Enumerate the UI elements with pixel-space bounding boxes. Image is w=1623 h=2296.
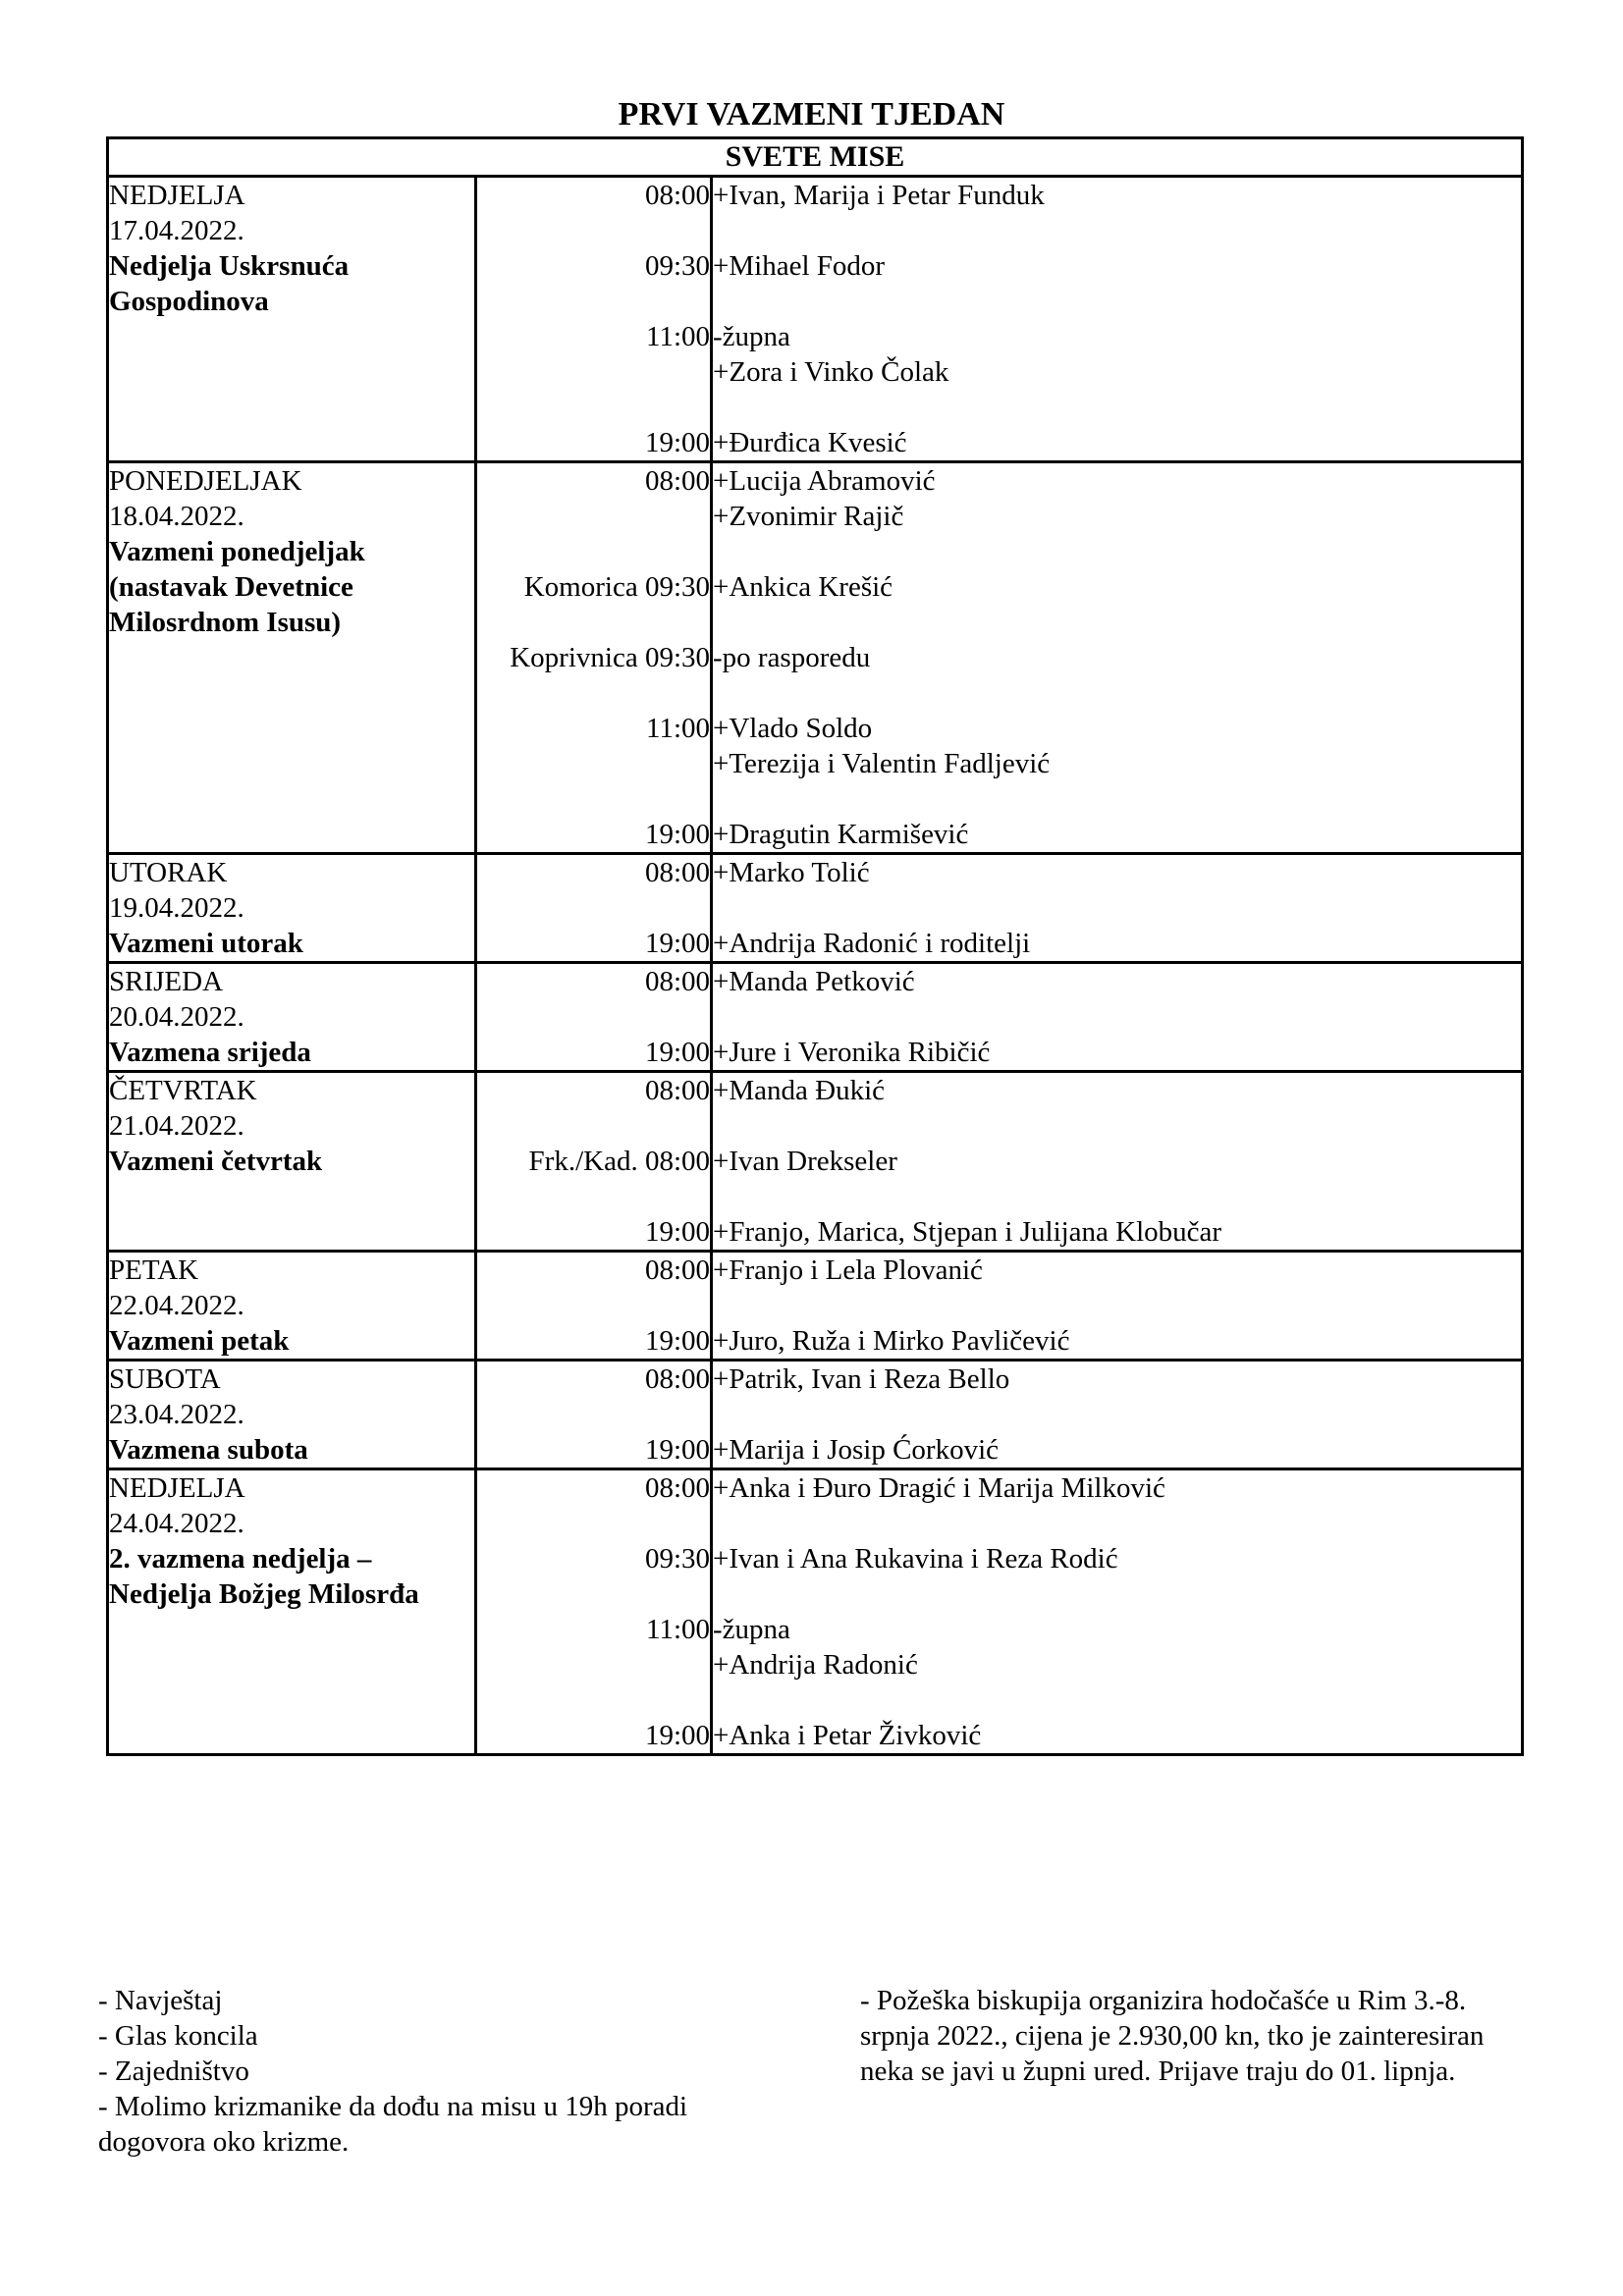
day-cell: [108, 854, 476, 963]
spacer-line: [477, 605, 710, 640]
feast-name: Vazmeni utorak: [109, 928, 303, 959]
spacer-line: [477, 1397, 710, 1432]
footer-line: - Zajedništvo: [98, 2056, 249, 2087]
intentions-cell: [712, 1361, 1523, 1469]
spacer-line: [713, 605, 1521, 640]
table-header: SVETE MISE: [108, 138, 1523, 177]
mass-intention: -po rasporedu: [713, 642, 871, 673]
mass-time: 19:00: [644, 819, 710, 850]
mass-intention: +Đurđica Kvesić: [713, 427, 907, 458]
mass-intention: +Ivan i Ana Rukavina i Reza Rodić: [713, 1543, 1118, 1575]
day-cell: [108, 1361, 476, 1469]
spacer-line: [477, 746, 710, 781]
mass-time: 08:00: [644, 180, 710, 211]
day-cell: [108, 963, 476, 1072]
intentions-cell: [712, 462, 1523, 854]
mass-intention: -župna: [713, 1614, 790, 1645]
feast-name: Vazmeni petak: [109, 1325, 290, 1357]
schedule-row: [108, 177, 1523, 462]
day-label: 23.04.2022.: [109, 1399, 244, 1430]
mass-intention: +Franjo, Marica, Stjepan i Julijana Klobučar: [713, 1216, 1222, 1248]
day-label: 22.04.2022.: [109, 1290, 244, 1321]
spacer-line: [713, 1288, 1521, 1323]
mass-time: 08:00: [644, 1472, 710, 1504]
mass-time: Komorica 09:30: [523, 571, 710, 603]
day-label: PETAK: [109, 1255, 199, 1286]
mass-time: 08:00: [644, 857, 710, 888]
footer-line: - Požeška biskupija organizira hodočašće u Rim 3.-8.: [860, 1985, 1467, 2016]
time-cell: [476, 1072, 712, 1252]
spacer-line: [713, 1682, 1521, 1718]
announcements-left: [98, 1983, 785, 2160]
mass-time: 11:00: [646, 321, 710, 352]
feast-name: Nedjelja Božjeg Milosrđa: [109, 1578, 419, 1610]
footer-line: - Glas koncila: [98, 2020, 258, 2052]
time-cell: [476, 854, 712, 963]
schedule-row: [108, 1072, 1523, 1252]
intentions-cell: [712, 963, 1523, 1072]
mass-intention: +Anka i Petar Živković: [713, 1720, 982, 1751]
spacer-line: [713, 890, 1521, 926]
mass-time: 08:00: [644, 1075, 710, 1106]
feast-name: Vazmena subota: [109, 1434, 308, 1466]
day-label: ČETVRTAK: [109, 1075, 257, 1106]
spacer-line: [713, 1108, 1521, 1144]
feast-name: (nastavak Devetnice: [109, 571, 353, 603]
footer-line: - Molimo krizmanike da dođu na misu u 19h poradi: [98, 2091, 688, 2122]
day-label: PONEDJELJAK: [109, 465, 302, 497]
footer-line: dogovora oko krizme.: [98, 2126, 350, 2158]
day-cell: [108, 462, 476, 854]
spacer-line: [477, 1288, 710, 1323]
mass-intention: +Terezija i Valentin Fadljević: [713, 748, 1051, 779]
spacer-line: [477, 499, 710, 534]
day-label: 20.04.2022.: [109, 1001, 244, 1033]
mass-intention: +Dragutin Karmišević: [713, 819, 969, 850]
mass-intention: +Andrija Radonić: [713, 1649, 918, 1681]
day-label: UTORAK: [109, 857, 228, 888]
spacer-line: [713, 213, 1521, 248]
day-cell: [108, 1469, 476, 1755]
spacer-line: [713, 1506, 1521, 1541]
day-cell: [108, 1072, 476, 1252]
mass-intention: +Juro, Ruža i Mirko Pavličević: [713, 1325, 1070, 1357]
spacer-line: [477, 1506, 710, 1541]
spacer-line: [477, 1576, 710, 1612]
intentions-cell: [712, 177, 1523, 462]
mass-intention: +Zvonimir Rajič: [713, 501, 904, 532]
mass-intention: +Ivan Drekseler: [713, 1146, 897, 1177]
announcements-right: [860, 1983, 1528, 2089]
day-label: NEDJELJA: [109, 180, 245, 211]
spacer-line: [713, 390, 1521, 425]
page-title: PRVI VAZMENI TJEDAN: [618, 96, 1005, 133]
time-cell: [476, 1469, 712, 1755]
feast-name: Milosrdnom Isusu): [109, 607, 342, 638]
intentions-cell: [712, 854, 1523, 963]
spacer-line: [477, 284, 710, 319]
mass-intention: +Manda Đukić: [713, 1075, 886, 1106]
spacer-line: [477, 1179, 710, 1214]
day-cell: [108, 1252, 476, 1361]
spacer-line: [713, 1576, 1521, 1612]
mass-time: 08:00: [644, 1363, 710, 1395]
day-label: SUBOTA: [109, 1363, 221, 1395]
mass-time: Frk./Kad. 08:00: [528, 1146, 710, 1177]
mass-time: 08:00: [644, 966, 710, 997]
mass-intention: +Marija i Josip Ćorković: [713, 1434, 1000, 1466]
mass-intention: +Jure i Veronika Ribičić: [713, 1037, 991, 1068]
mass-time: 08:00: [644, 1255, 710, 1286]
footer-line: srpnja 2022., cijena je 2.930,00 kn, tko je zainteresiran: [860, 2020, 1485, 2052]
schedule-row: [108, 854, 1523, 963]
schedule-row: [108, 963, 1523, 1072]
spacer-line: [477, 675, 710, 711]
mass-schedule-table: [106, 136, 1524, 1756]
mass-time: 19:00: [644, 1434, 710, 1466]
feast-name: Vazmeni ponedjeljak: [109, 536, 365, 567]
spacer-line: [713, 1179, 1521, 1214]
mass-intention: +Marko Tolić: [713, 857, 870, 888]
day-cell: [108, 177, 476, 462]
intentions-cell: [712, 1469, 1523, 1755]
mass-intention: +Ivan, Marija i Petar Funduk: [713, 180, 1045, 211]
mass-time: 19:00: [644, 1325, 710, 1357]
intentions-cell: [712, 1252, 1523, 1361]
mass-time: 19:00: [644, 427, 710, 458]
mass-time: 11:00: [646, 1614, 710, 1645]
mass-time: 09:30: [644, 1543, 710, 1575]
day-label: 18.04.2022.: [109, 501, 244, 532]
day-label: SRIJEDA: [109, 966, 224, 997]
spacer-line: [477, 534, 710, 569]
time-cell: [476, 963, 712, 1072]
footer-line: neka se javi u župni ured. Prijave traju do 01. lipnja.: [860, 2056, 1456, 2087]
mass-intention: +Anka i Đuro Dragić i Marija Milković: [713, 1472, 1165, 1504]
spacer-line: [477, 1682, 710, 1718]
spacer-line: [713, 1397, 1521, 1432]
day-label: 21.04.2022.: [109, 1110, 244, 1142]
mass-time: 09:30: [644, 250, 710, 282]
time-cell: [476, 1361, 712, 1469]
day-label: 17.04.2022.: [109, 215, 244, 246]
mass-intention: +Manda Petković: [713, 966, 915, 997]
spacer-line: [477, 390, 710, 425]
feast-name: Vazmeni četvrtak: [109, 1146, 323, 1177]
mass-time: 19:00: [644, 1720, 710, 1751]
mass-time: 19:00: [644, 1216, 710, 1248]
mass-time: 19:00: [644, 1037, 710, 1068]
mass-time: 11:00: [646, 713, 710, 744]
day-label: NEDJELJA: [109, 1472, 245, 1504]
mass-intention: -župna: [713, 321, 790, 352]
spacer-line: [477, 354, 710, 390]
day-label: 19.04.2022.: [109, 892, 244, 924]
feast-name: 2. vazmena nedjelja –: [109, 1543, 372, 1575]
mass-intention: +Mihael Fodor: [713, 250, 886, 282]
mass-intention: +Andrija Radonić i roditelji: [713, 928, 1031, 959]
spacer-line: [713, 781, 1521, 817]
schedule-row: [108, 1252, 1523, 1361]
mass-intention: +Lucija Abramović: [713, 465, 936, 497]
mass-intention: +Zora i Vinko Čolak: [713, 356, 949, 388]
day-label: 24.04.2022.: [109, 1508, 244, 1539]
schedule-row: [108, 462, 1523, 854]
mass-intention: +Franjo i Lela Plovanić: [713, 1255, 983, 1286]
mass-intention: +Ankica Krešić: [713, 571, 893, 603]
feast-name: Nedjelja Uskrsnuća: [109, 250, 350, 282]
mass-intention: +Patrik, Ivan i Reza Bello: [713, 1363, 1010, 1395]
spacer-line: [477, 213, 710, 248]
spacer-line: [713, 999, 1521, 1035]
mass-time: Koprivnica 09:30: [510, 642, 710, 673]
spacer-line: [477, 999, 710, 1035]
spacer-line: [477, 781, 710, 817]
spacer-line: [713, 284, 1521, 319]
mass-time: 19:00: [644, 928, 710, 959]
schedule-row: [108, 1361, 1523, 1469]
spacer-line: [713, 675, 1521, 711]
footer-line: - Navještaj: [98, 1985, 223, 2016]
table-header-row: [108, 138, 1523, 177]
schedule-row: [108, 1469, 1523, 1755]
time-cell: [476, 1252, 712, 1361]
spacer-line: [477, 1647, 710, 1682]
mass-intention: +Vlado Soldo: [713, 713, 873, 744]
spacer-line: [477, 1108, 710, 1144]
mass-time: 08:00: [644, 465, 710, 497]
time-cell: [476, 177, 712, 462]
intentions-cell: [712, 1072, 1523, 1252]
spacer-line: [713, 534, 1521, 569]
spacer-line: [477, 890, 710, 926]
feast-name: Vazmena srijeda: [109, 1037, 311, 1068]
time-cell: [476, 462, 712, 854]
feast-name: Gospodinova: [109, 286, 269, 317]
